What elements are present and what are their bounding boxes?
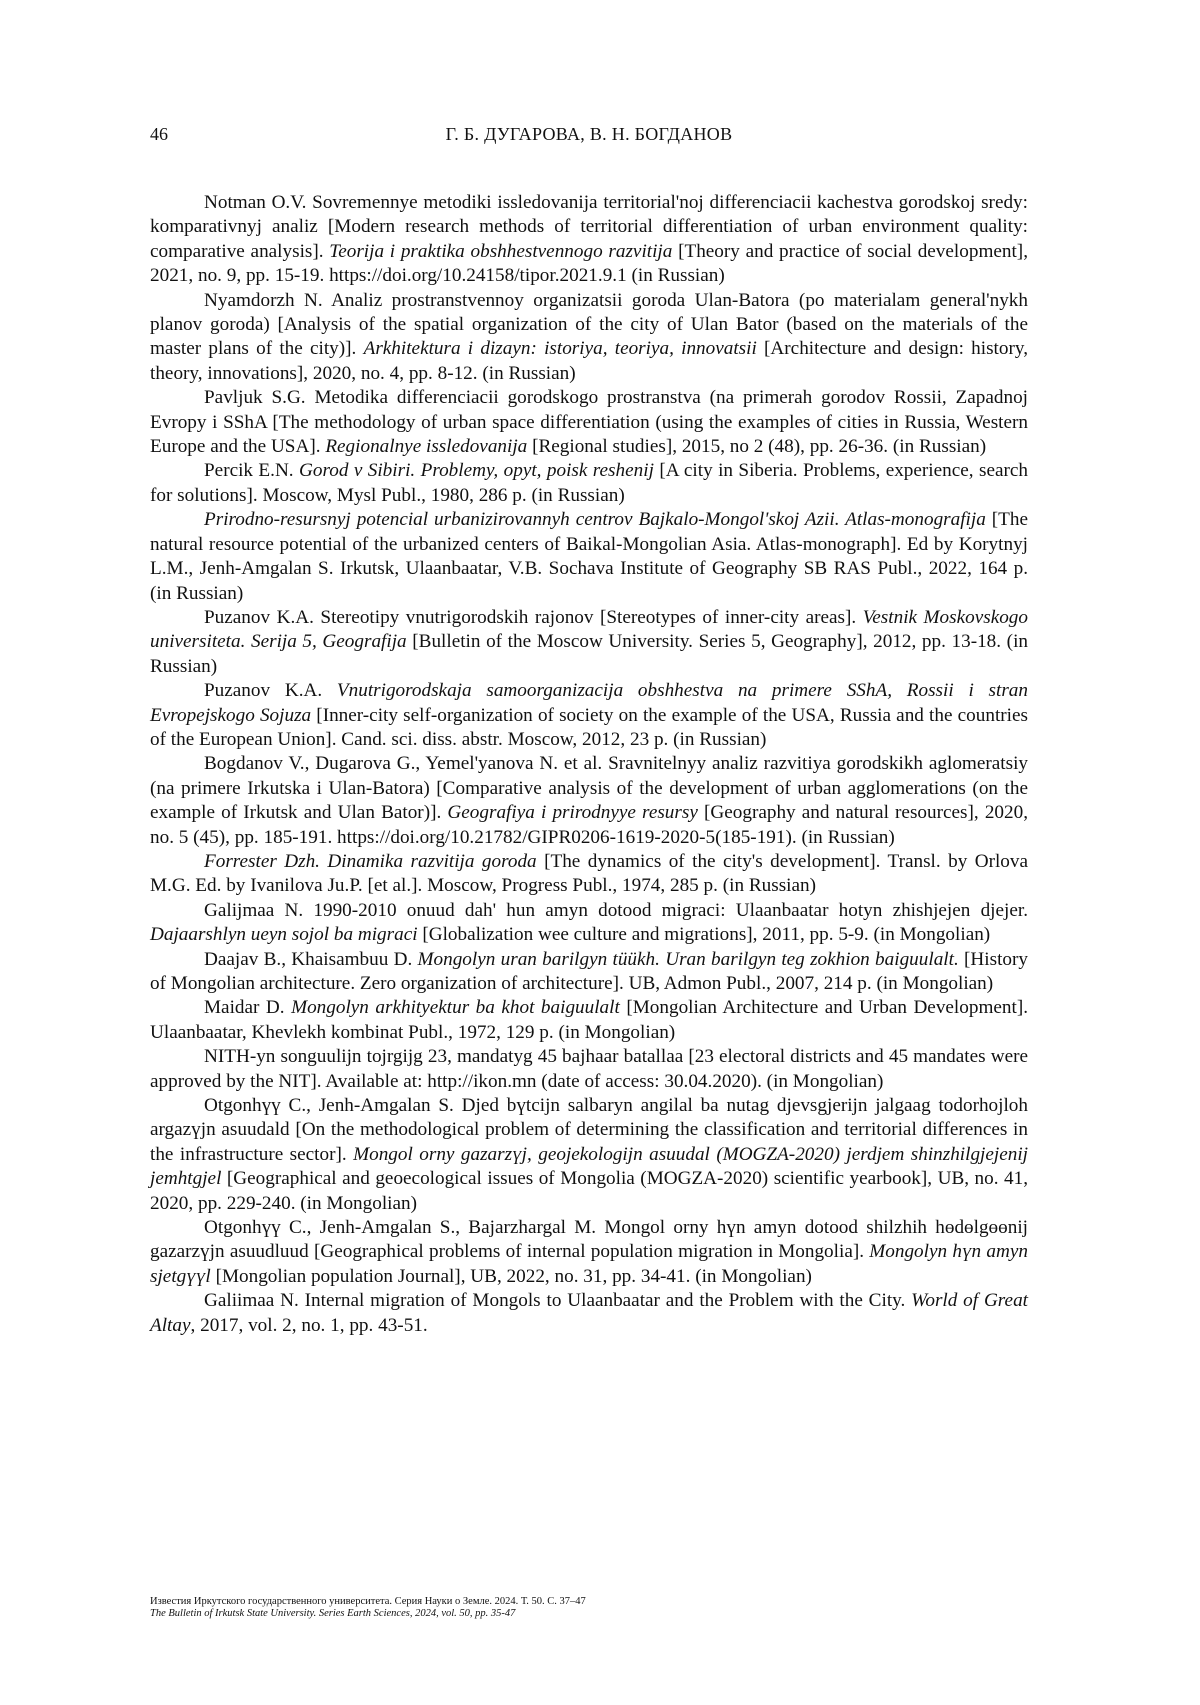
reference-text: [Mongolian Architecture and Urban Development]. Ulaanbaatar, Khevlekh kombinat Publ., 1972, 129 p. (in Mongolian) (150, 997, 1029, 1043)
reference-text: Otgonhүү C., Jenh-Amgalan S. Djed bүtcijn salbaryn angilal ba nutag djevsgjerijn jalgaag todorhojloh argazүjn asuudald [On the methodological problem of determining the classification and territorial differences in the infrastructure sector]. (150, 1095, 1028, 1165)
reference-text: Bogdanov V., Dugarova G., Yemel'yanova N. et al. Sravnitelnyy analiz razvitiya gorodskikh aglomeratsiy (na primere Irkutska i Ulan-Batora) [Comparative analysis of the development of urban agglomerations (on the example of Irkutsk and Ulan Bator)]. (150, 753, 1028, 824)
reference-title-italic: Vestnik Moskovskogo universiteta. Serija 5, Geografija (150, 606, 1028, 653)
reference-text: [Geography and natural resources], 2020, no. 5 (45), pp. 185-191. https://doi.org/10.21782/GIPR0206-1619-2020-5(185-191). (in Russian) (150, 802, 1028, 848)
reference-title-italic: Dajaarshlyn ueyn sojol ba migraci (150, 924, 418, 946)
reference-entry (150, 459, 1028, 508)
reference-title-italic: Mongolyn hүn amyn sjetgүүl (150, 1241, 1028, 1287)
reference-text: [Theory and practice of social development], 2021, no. 9, pp. 15-19. https://doi.org/10.24158/tipor.2021.9.1 (in Russian) (150, 240, 1028, 287)
reference-title-italic: Prirodno-resursnyj potencial urbanizirovannyh centrov Bajkalo-Mongol'skoj Azii. Atlas-monografija (204, 509, 986, 531)
reference-title-italic: Teorija i praktika obshhestvennogo razvitija (329, 240, 673, 262)
reference-title-italic: Gorod v Sibiri. Problemy, opyt, poisk reshenij (299, 460, 654, 482)
reference-entry (150, 948, 1028, 997)
reference-text: Maidar D. (204, 997, 292, 1019)
reference-text: , 2017, vol. 2, no. 1, pp. 43-51. (190, 1314, 428, 1336)
reference-list (150, 191, 1028, 1338)
reference-title-italic: Forrester Dzh. Dinamika razvitija goroda (204, 850, 537, 872)
reference-text: [Bulletin of the Moscow University. Series 5, Geography], 2012, pp. 13-18. (in Russian) (150, 631, 1028, 677)
reference-text: Otgonhүү C., Jenh-Amgalan S., Bajarzhargal M. Mongol orny hүn amyn dotood shilzhih hөdөlgөөnij gazarzүjn asuudluud [Geographical problems of internal population migration in Mongolia]. (150, 1217, 1028, 1263)
reference-title-italic: World of Great Altay (150, 1290, 1029, 1336)
reference-entry (150, 1216, 1028, 1289)
reference-text: Puzanov K.A. Stereotipy vnutrigorodskih rajonov [Stereotypes of inner-city areas]. (204, 606, 863, 628)
reference-text: NITH-yn songuulijn tojrgijg 23, mandatyg 45 bajhaar batallaa [23 electoral districts and 45 mandates were approved by the NIT]. Available at: http://ikon.mn (date of access: 30.04.2020). (in Mongolian) (150, 1046, 1028, 1092)
reference-title-italic: Regionalnye issledovanija (325, 436, 528, 458)
reference-entry (150, 752, 1028, 850)
page-header (150, 124, 1028, 148)
reference-entry (150, 679, 1028, 752)
reference-text: [The dynamics of the city's development]. Transl. by Orlova M.G. Ed. by Ivanilova Ju.P. [et al.]. Moscow, Progress Publ., 1974, 285 p. (in Russian) (150, 850, 1029, 897)
reference-text: [Geographical and geoecological issues of Mongolia (MOGZA-2020) scientific yearbook], UB, no. 41, 2020, pp. 229-240. (in Mongolian) (150, 1168, 1028, 1214)
reference-text: [Mongolian population Journal], UB, 2022, no. 31, pp. 34-41. (in Mongolian) (210, 1265, 812, 1287)
reference-entry (150, 899, 1028, 948)
reference-title-italic: Geografiya i prirodnyye resursy (447, 802, 698, 824)
reference-text: [Regional studies], 2015, no 2 (48), pp. 26-36. (in Russian) (527, 436, 987, 458)
reference-text: [Inner-city self-organization of society on the example of the USA, Russia and the countries of the European Union]. Cand. sci. diss. abstr. Moscow, 2012, 23 p. (in Russian) (150, 704, 1028, 750)
reference-text: Galijmaa N. 1990-2010 onuud dah' hun amyn dotood migraci: Ulaanbaatar hotyn zhishjejen djejer. (204, 899, 1028, 921)
reference-title-italic: Arkhitektura i dizayn: istoriya, teoriya, innovatsii (363, 338, 757, 360)
reference-entry (150, 1094, 1028, 1216)
reference-entry (150, 1045, 1028, 1094)
reference-entry (150, 191, 1028, 289)
page-footer (150, 1596, 586, 1620)
reference-title-italic: Vnutrigorodskaja samoorganizacija obshhestva na primere SShA, Rossii i stran Evropejskogo Sojuza (150, 680, 1028, 726)
reference-text: Notman O.V. Sovremennye metodiki issledovanija territorial'noj differenciacii kachestva gorodskoj sredy: komparativnyj analiz [Modern research methods of territorial differentiation of urban environment quality: comparative analysis]. (150, 192, 1028, 262)
reference-title-italic: Mongolyn uran barilgyn tüükh. Uran barilgyn teg zokhion baiguulalt. (417, 948, 959, 970)
reference-text: Percik E.N. (204, 460, 300, 482)
footer-citation-ru: Известия Иркутского государственного университета. Серия Науки о Земле. 2024. Т. 50. С. 37–47 (150, 1596, 586, 1607)
reference-title-italic: Mongol orny gazarzүj, geojekologijn asuudal (MOGZA-2020) jerdjem shinzhilgjejenij jemhtgjel (150, 1143, 1029, 1190)
reference-entry (150, 1289, 1028, 1338)
reference-text: [The natural resource potential of the urbanized centers of Baikal-Mongolian Asia. Atlas-monograph]. Ed by Korytnyj L.M., Jenh-Amgalan S. Irkutsk, Ulaanbaatar, V.B. Sochava Institute of Geography SB RAS Publ., 2022, 164 p. (in Russian) (150, 509, 1028, 604)
reference-text: Nyamdorzh N. Analiz prostranstvennoy organizatsii goroda Ulan-Batora (po materialam general'nykh planov goroda) [Analysis of the spatial organization of the city of Ulan Bator (based on the materials of the master plans of the city)]. (150, 289, 1028, 360)
reference-entry (150, 289, 1028, 387)
reference-text: Galiimaa N. Internal migration of Mongols to Ulaanbaatar and the Problem with the City. (204, 1290, 912, 1312)
reference-title-italic: Mongolyn arkhityektur ba khot baiguulalt (291, 997, 620, 1019)
reference-entry (150, 606, 1028, 679)
reference-text: [A city in Siberia. Problems, experience, search for solutions]. Moscow, Mysl Publ., 1980, 286 p. (in Russian) (150, 460, 1028, 506)
reference-entry (150, 996, 1028, 1045)
reference-text: Daajav B., Khaisambuu D. (204, 948, 418, 970)
reference-text: Puzanov K.A. (204, 680, 337, 702)
reference-text: [Globalization wee culture and migrations], 2011, pp. 5-9. (in Mongolian) (417, 924, 991, 946)
reference-entry (150, 508, 1028, 606)
footer-citation-en: The Bulletin of Irkutsk State University. Series Earth Sciences, 2024, vol. 50, pp. 35-47 (150, 1608, 516, 1619)
reference-text: Pavljuk S.G. Metodika differenciacii gorodskogo prostranstva (na primerah gorodov Rossii, Zapadnoj Evropy i SShA [The methodology of urban space differentiation (using the examples of cities in Russia, Western Europe and the USA]. (150, 387, 1028, 458)
running-head-authors: Г. Б. ДУГАРОВА, В. Н. БОГДАНОВ (445, 124, 733, 144)
reference-entry (150, 386, 1028, 459)
reference-entry (150, 850, 1028, 899)
reference-text: [History of Mongolian architecture. Zero organization of architecture]. UB, Admon Publ., 2007, 214 p. (in Mongolian) (150, 948, 1028, 994)
page-number: 46 (150, 124, 168, 144)
reference-text: [Architecture and design: history, theory, innovations], 2020, no. 4, pp. 8-12. (in Russian) (150, 338, 1028, 384)
